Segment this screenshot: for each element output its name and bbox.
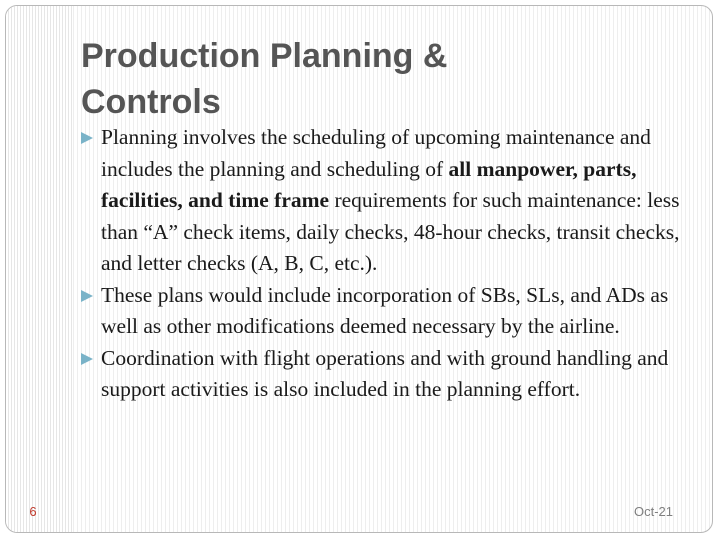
bullet-text: Coordination with flight operations and with ground handling and support activities is also included in the planning effort. [101,345,669,401]
slide-frame [5,5,713,533]
footer-date: Oct-21 [634,504,674,519]
bullet-item-plans [81,280,681,343]
slide-title [81,33,641,125]
bullet-bold-phrase: all manpower, parts, facilities, and time frame [101,156,637,212]
slide-number: 6 [29,504,37,519]
bullet-text-after: requirements for such maintenance: less than “A” check items, daily checks, 48-hour checks, transit checks, and letter checks (A, B, C, etc.). [101,188,680,275]
bullet-text: These plans would include incorporation of SBs, SLs, and ADs as well as other modifications deemed necessary by the airline. [101,282,669,338]
title-line-2: Controls [81,83,221,121]
bullet-text-before: Planning involves the scheduling of upcoming maintenance and includes the planning and scheduling of [101,125,651,181]
bullet-item-coordination [81,343,681,406]
triangle-bullet-icon [81,132,93,144]
bullet-item-planning [81,122,681,280]
triangle-bullet-icon [81,353,93,365]
left-decorative-band [6,6,72,532]
title-line-1: Production Planning & [81,37,448,75]
triangle-bullet-icon [81,290,93,302]
bullet-list [81,122,681,406]
